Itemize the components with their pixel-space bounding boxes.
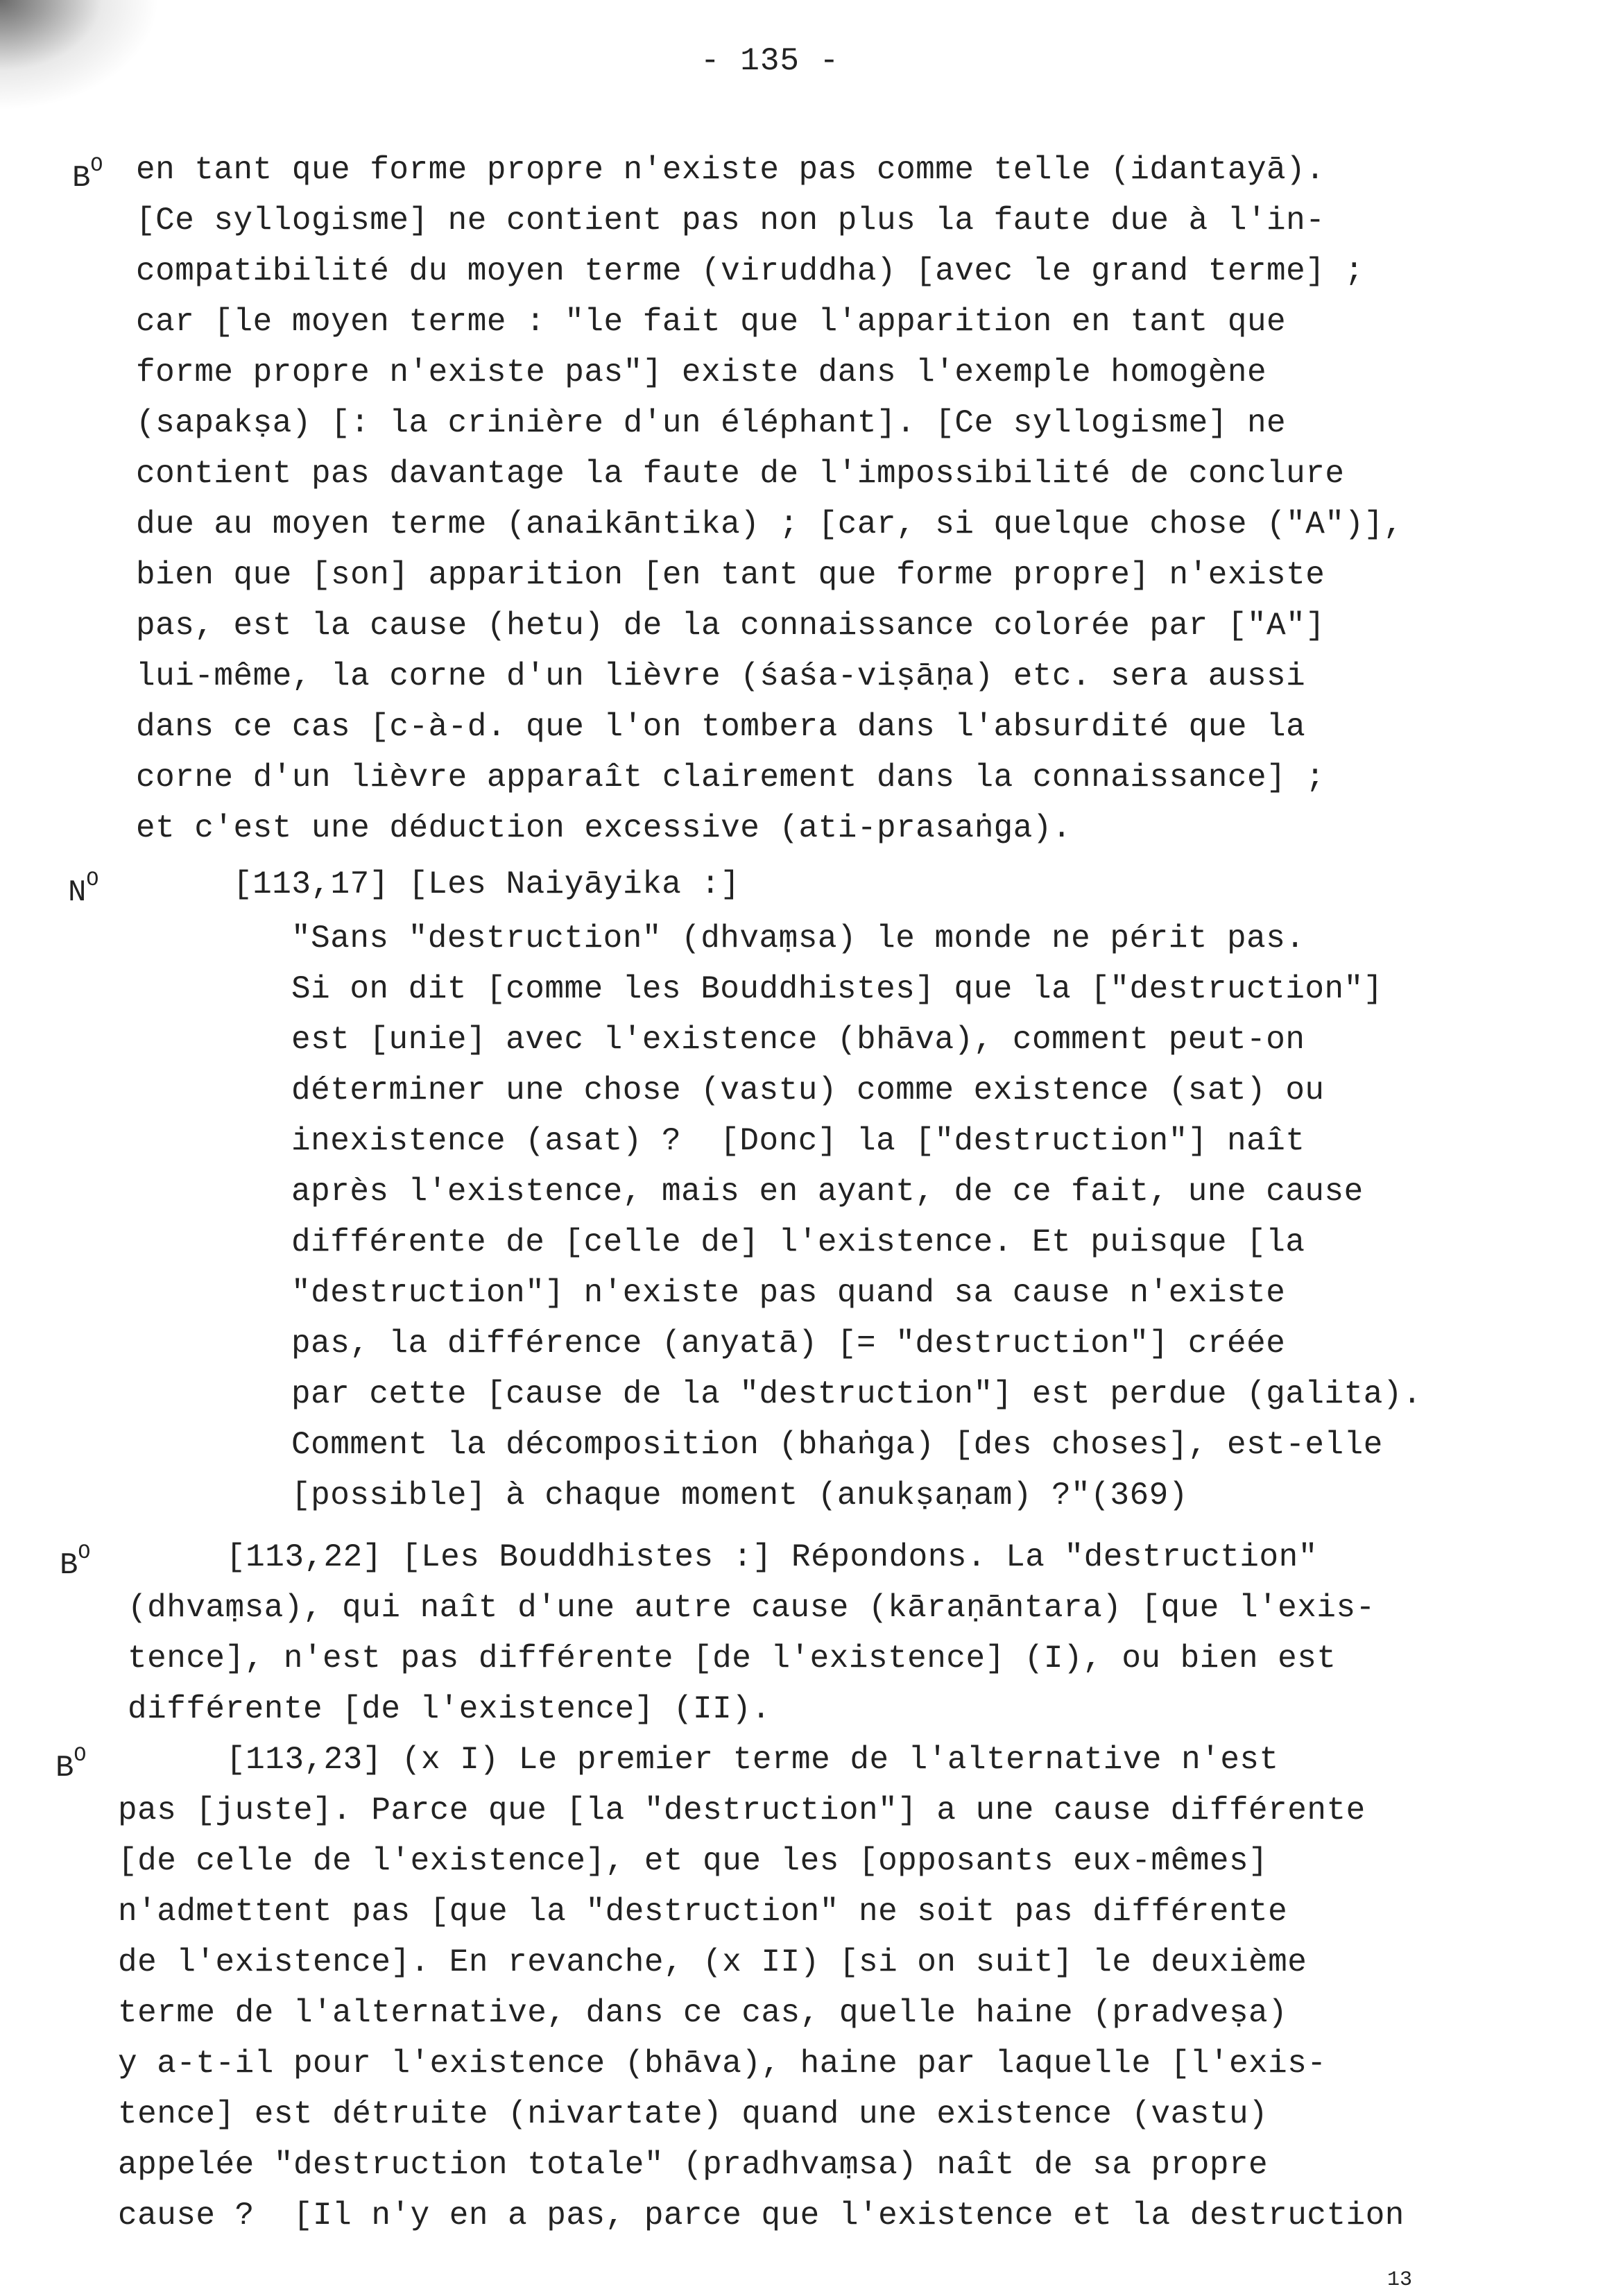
text-line: pas, est la cause (hetu) de la connaissance colorée par ["A"] <box>136 608 1325 644</box>
text-line: différente [de l'existence] (II). <box>128 1691 771 1727</box>
text-line: tence] est détruite (nivartate) quand une existence (vastu) <box>118 2096 1269 2132</box>
text-line: car [le moyen terme : "le fait que l'apparition en tant que <box>136 304 1287 340</box>
text-line: [113,22] [Les Bouddhistes :] Répondons. La "destruction" <box>226 1539 1318 1575</box>
text-line: (dhvaṃsa), qui naît d'une autre cause (kāraṇāntara) [que l'exis- <box>128 1590 1375 1626</box>
text-line: forme propre n'existe pas"] existe dans l'exemple homogène <box>136 354 1267 391</box>
speaker-marker-bouddhiste-3 <box>55 1744 86 1785</box>
text-line: lui-même, la corne d'un lièvre (śaśa-viṣāṇa) etc. sera aussi <box>136 658 1306 694</box>
text-line: compatibilité du moyen terme (viruddha) [avec le grand terme] ; <box>136 253 1364 289</box>
text-line: [de celle de l'existence], et que les [opposants eux-mêmes] <box>118 1843 1269 1879</box>
quote-line: "Sans "destruction" (dhvaṃsa) le monde ne périt pas. <box>291 920 1305 957</box>
text-line: n'admettent pas [que la "destruction" ne soit pas différente <box>118 1894 1288 1930</box>
quote-line: inexistence (asat) ? [Donc] la ["destruction"] naît <box>291 1123 1305 1159</box>
quote-line: par cette [cause de la "destruction"] est perdue (galita). <box>291 1376 1423 1412</box>
quote-line: après l'existence, mais en ayant, de ce fait, une cause <box>291 1174 1364 1210</box>
quote-line: [possible] à chaque moment (anukṣaṇam) ?"(369) <box>291 1477 1188 1514</box>
marker-letter: B <box>60 1548 78 1583</box>
text-line: dans ce cas [c-à-d. que l'on tombera dans l'absurdité que la <box>136 709 1306 745</box>
marker-degree: O <box>78 1541 91 1565</box>
text-line: appelée "destruction totale" (pradhvaṃsa) naît de sa propre <box>118 2147 1269 2183</box>
text-line: tence], n'est pas différente [de l'existence] (I), ou bien est <box>128 1640 1337 1677</box>
text-line: pas [juste]. Parce que [la "destruction"] a une cause différente <box>118 1792 1366 1828</box>
text-line: et c'est une déduction excessive (ati-prasaṅga). <box>136 810 1072 846</box>
marker-degree: O <box>74 1744 87 1767</box>
text-line: corne d'un lièvre apparaît clairement dans la connaissance] ; <box>136 760 1325 796</box>
marker-letter: B <box>72 161 91 196</box>
marker-letter: B <box>55 1751 74 1785</box>
text-line: terme de l'alternative, dans ce cas, quelle haine (pradveṣa) <box>118 1995 1288 2031</box>
marker-degree: O <box>86 868 99 892</box>
speaker-marker-bouddhiste-1 <box>72 154 103 196</box>
speaker-marker-naiyayika <box>68 868 98 910</box>
quote-line: Si on dit [comme les Bouddhistes] que la ["destruction"] <box>291 971 1383 1007</box>
text-line: [Ce syllogisme] ne contient pas non plus la faute due à l'in- <box>136 203 1325 239</box>
text-line: y a-t-il pour l'existence (bhāva), haine par laquelle [l'exis- <box>118 2046 1327 2082</box>
section-reference: [113,17] [Les Naiyāyika :] <box>233 866 740 902</box>
quote-line: "destruction"] n'existe pas quand sa cause n'existe <box>291 1275 1286 1311</box>
quote-line: est [unie] avec l'existence (bhāva), comment peut-on <box>291 1022 1305 1058</box>
footer-signature-mark: 13 <box>1387 2268 1413 2292</box>
text-line: due au moyen terme (anaikāntika) ; [car, si quelque chose ("A")], <box>136 506 1403 542</box>
quote-line: différente de [celle de] l'existence. Et puisque [la <box>291 1224 1305 1260</box>
text-line: de l'existence]. En revanche, (x II) [si on suit] le deuxième <box>118 1944 1307 1980</box>
quote-line: pas, la différence (anyatā) [= "destruction"] créée <box>291 1326 1286 1362</box>
page-number: - 135 - <box>701 43 840 79</box>
quote-line: déterminer une chose (vastu) comme existence (sat) ou <box>291 1072 1325 1108</box>
scan-corner-shadow <box>0 0 160 111</box>
text-line: bien que [son] apparition [en tant que forme propre] n'existe <box>136 557 1325 593</box>
text-line: en tant que forme propre n'existe pas comme telle (idantayā). <box>136 152 1325 188</box>
marker-letter: N <box>68 875 87 910</box>
text-line: contient pas davantage la faute de l'impossibilité de conclure <box>136 456 1345 492</box>
speaker-marker-bouddhiste-2 <box>60 1541 90 1583</box>
marker-degree: O <box>90 154 103 178</box>
text-line: (sapakṣa) [: la crinière d'un éléphant]. [Ce syllogisme] ne <box>136 405 1287 441</box>
text-line: [113,23] (x I) Le premier terme de l'alternative n'est <box>226 1742 1279 1778</box>
text-line: cause ? [Il n'y en a pas, parce que l'existence et la destruction <box>118 2198 1405 2234</box>
quote-line: Comment la décomposition (bhaṅga) [des choses], est-elle <box>291 1427 1383 1463</box>
